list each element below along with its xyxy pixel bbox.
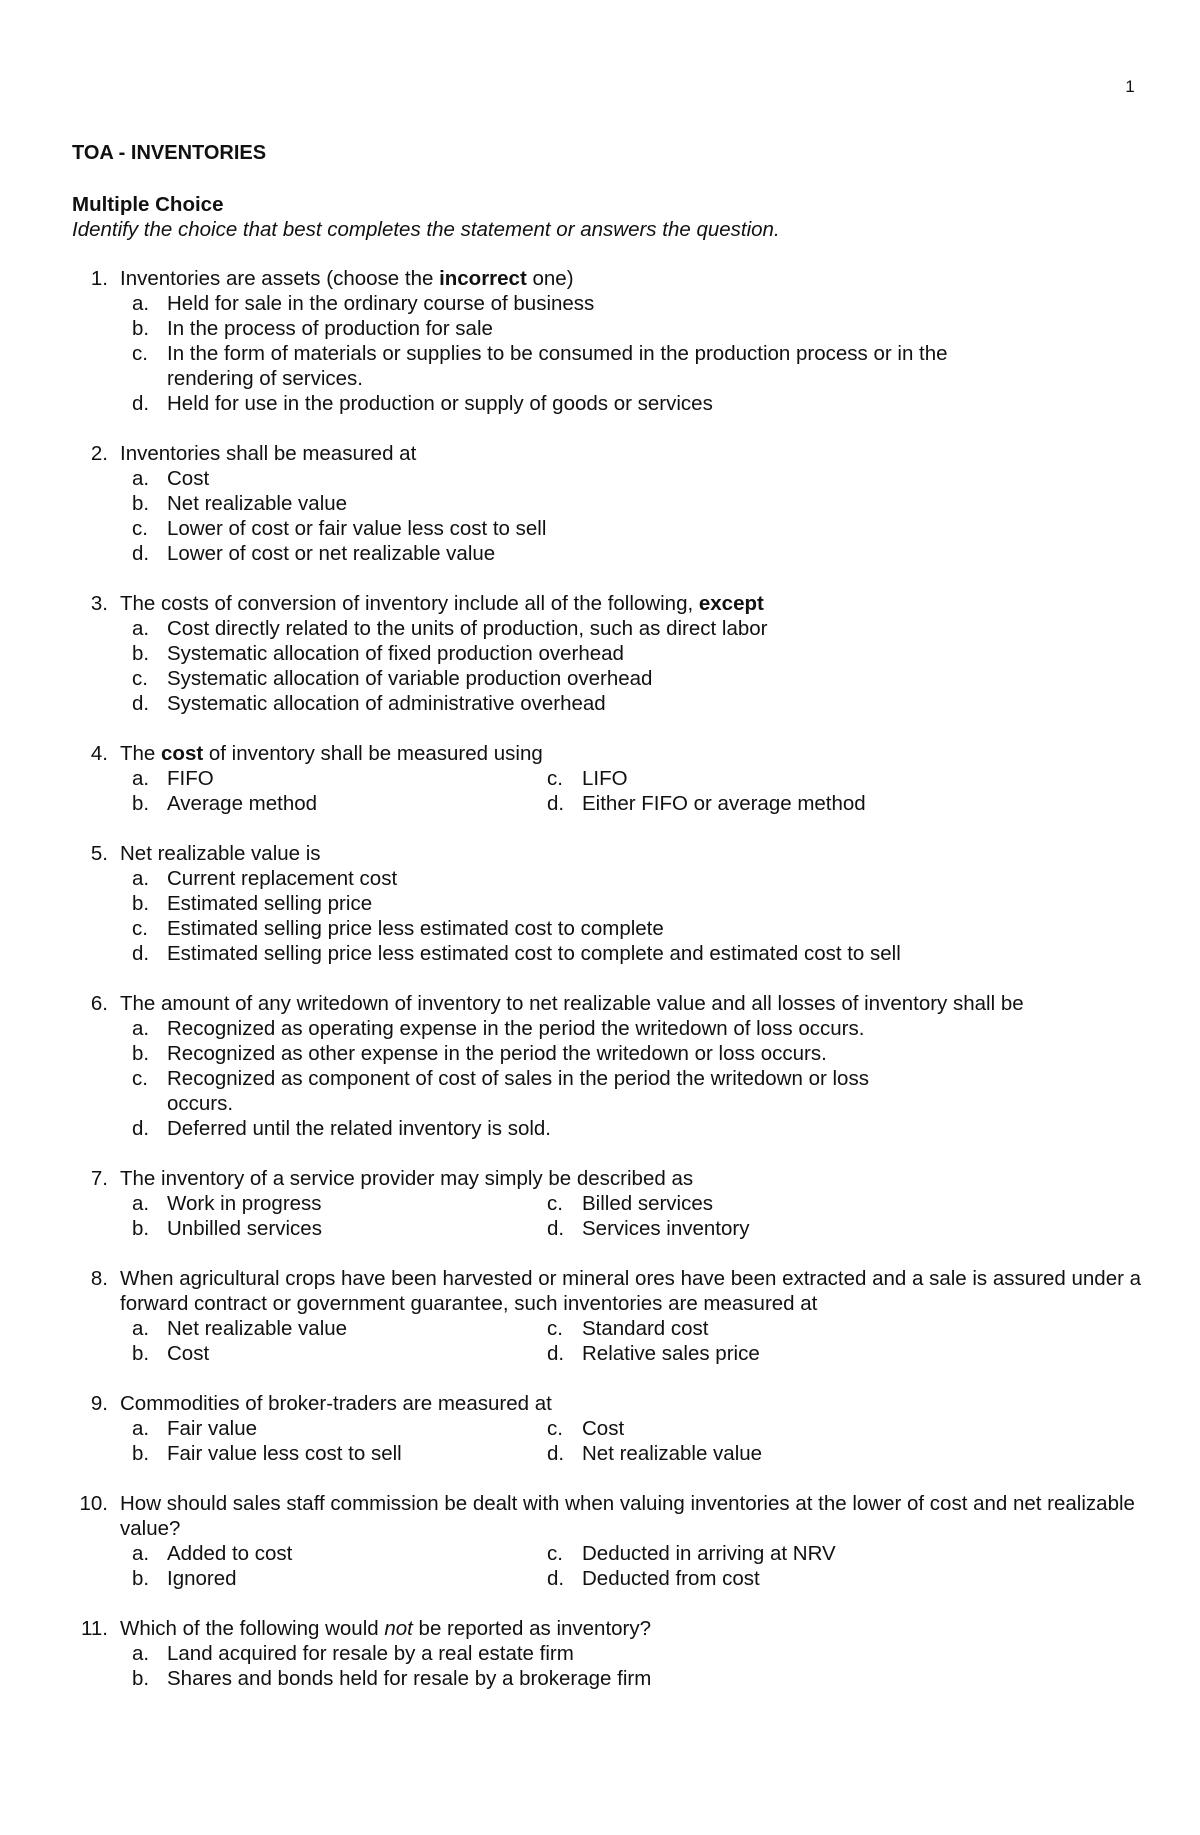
choice-c: c. LIFO xyxy=(547,767,628,790)
question-number: 6. xyxy=(90,992,108,1015)
question-stem: Commodities of broker-traders are measured at xyxy=(120,1392,552,1415)
choice-d: d. Net realizable value xyxy=(547,1442,763,1465)
choice-d: d. Held for use in the production or supply of goods or services xyxy=(132,392,713,415)
choice-b: b. Average method xyxy=(132,792,318,815)
emphasis-word: cost xyxy=(161,742,204,765)
question-stem: The cost of inventory shall be measured using xyxy=(120,742,543,765)
question-stem: The inventory of a service provider may simply be described as xyxy=(120,1167,694,1190)
choice-d: d. Relative sales price xyxy=(547,1342,760,1365)
page-number: 1 xyxy=(1125,77,1135,96)
choice-d: d. Deferred until the related inventory is sold. xyxy=(132,1117,552,1140)
choice-c: c. Cost xyxy=(547,1417,625,1440)
choice-a: a. Fair value xyxy=(132,1417,258,1440)
question-number: 8. xyxy=(90,1267,108,1290)
question-11 xyxy=(72,1616,1152,1691)
question-stem: Inventories are assets (choose the incorrect one) xyxy=(120,267,574,290)
choice-b: b. Cost xyxy=(132,1342,210,1365)
choice-d: d. Deducted from cost xyxy=(547,1567,760,1590)
question-number: 4. xyxy=(90,742,108,765)
choice-b: b. Shares and bonds held for resale by a brokerage firm xyxy=(132,1667,652,1690)
question-4 xyxy=(72,741,1152,816)
question-1 xyxy=(72,266,1152,416)
question-3 xyxy=(72,591,1152,716)
choice-a: a. Work in progress xyxy=(132,1192,322,1215)
question-stem: When agricultural crops have been harvested or mineral ores have been extracted and a sale is assured under a forward contract or government guarantee, such inventories are measured at xyxy=(120,1267,1142,1315)
question-10 xyxy=(72,1491,1152,1591)
document-body xyxy=(72,141,1152,1716)
choice-c: c. Estimated selling price less estimated cost to complete xyxy=(132,917,664,940)
choice-b: b. Ignored xyxy=(132,1567,237,1590)
question-2 xyxy=(72,441,1152,566)
question-stem: The costs of conversion of inventory include all of the following, except xyxy=(120,592,764,615)
choice-b: b. Systematic allocation of fixed production overhead xyxy=(132,642,624,665)
choice-d: d. Systematic allocation of administrative overhead xyxy=(132,692,606,715)
section-title: Multiple Choice xyxy=(72,193,224,216)
instructions: Identify the choice that best completes the statement or answers the question. xyxy=(72,218,780,241)
question-number: 7. xyxy=(90,1167,108,1190)
question-stem: Inventories shall be measured at xyxy=(120,442,417,465)
question-stem: Net realizable value is xyxy=(120,842,321,865)
question-number: 11. xyxy=(81,1617,108,1640)
choice-b: b. Unbilled services xyxy=(132,1217,322,1240)
question-9 xyxy=(72,1391,1152,1466)
emphasis-word: incorrect xyxy=(439,267,527,290)
question-number: 1. xyxy=(90,267,108,290)
choice-a: a. Net realizable value xyxy=(132,1317,348,1340)
question-number: 2. xyxy=(90,442,108,465)
emphasis-word: not xyxy=(384,1617,413,1640)
document-title: TOA - INVENTORIES xyxy=(72,142,267,164)
question-7 xyxy=(72,1166,1152,1241)
choice-a: a. Land acquired for resale by a real estate firm xyxy=(132,1642,574,1665)
question-6 xyxy=(72,991,1152,1141)
choice-b: b. Net realizable value xyxy=(132,492,348,515)
choice-d: d. Either FIFO or average method xyxy=(547,792,866,815)
choice-a: a. Cost xyxy=(132,467,210,490)
choice-a: a. Current replacement cost xyxy=(132,867,398,890)
emphasis-word: except xyxy=(698,592,764,615)
choice-c: c. Recognized as component of cost of sales in the period the writedown or loss occurs. xyxy=(132,1067,869,1115)
choice-c: c. Lower of cost or fair value less cost to sell xyxy=(132,517,547,540)
choice-a: a. Cost directly related to the units of production, such as direct labor xyxy=(132,617,768,640)
choice-b: b. Estimated selling price xyxy=(132,892,373,915)
question-number: 10. xyxy=(79,1492,108,1515)
question-number: 3. xyxy=(90,592,108,615)
choice-c: c. Standard cost xyxy=(547,1317,709,1340)
choice-b: b. In the process of production for sale xyxy=(132,317,493,340)
choice-a: a. FIFO xyxy=(132,767,214,790)
choice-d: d. Services inventory xyxy=(547,1217,750,1240)
question-stem: Which of the following would not be reported as inventory? xyxy=(120,1617,652,1640)
question-number: 5. xyxy=(90,842,108,865)
choice-a: a. Added to cost xyxy=(132,1542,293,1565)
choice-c: c. Systematic allocation of variable production overhead xyxy=(132,667,653,690)
choice-b: b. Fair value less cost to sell xyxy=(132,1442,402,1465)
choice-c: c. Billed services xyxy=(547,1192,714,1215)
question-number: 9. xyxy=(90,1392,108,1415)
choice-a: a. Held for sale in the ordinary course of business xyxy=(132,292,595,315)
question-8 xyxy=(72,1266,1152,1366)
choice-d: d. Estimated selling price less estimated cost to complete and estimated cost to sell xyxy=(132,942,901,965)
choice-a: a. Recognized as operating expense in the period the writedown of loss occurs. xyxy=(132,1017,865,1040)
question-5 xyxy=(72,841,1152,966)
choice-d: d. Lower of cost or net realizable value xyxy=(132,542,496,565)
question-stem: How should sales staff commission be dealt with when valuing inventories at the lower of cost and net realizable value? xyxy=(120,1492,1135,1540)
question-stem: The amount of any writedown of inventory to net realizable value and all losses of inventory shall be xyxy=(120,992,1024,1015)
choice-c: c. Deducted in arriving at NRV xyxy=(547,1542,836,1565)
choice-c: c. In the form of materials or supplies to be consumed in the production process or in the rendering of services. xyxy=(132,342,948,390)
choice-b: b. Recognized as other expense in the period the writedown or loss occurs. xyxy=(132,1042,827,1065)
